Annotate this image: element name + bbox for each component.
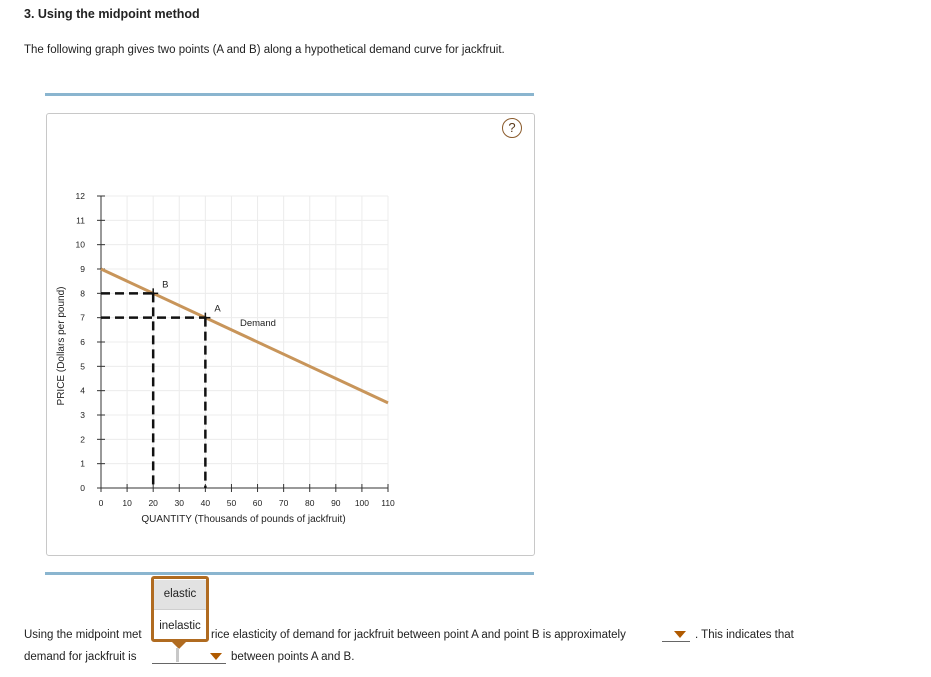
- popup-pointer: [172, 642, 186, 649]
- y-tick-label: 12: [75, 191, 85, 201]
- option-elastic[interactable]: elastic: [154, 580, 206, 610]
- x-tick-label: 60: [252, 498, 263, 508]
- chevron-down-icon: [674, 631, 686, 638]
- x-tick-label: 80: [304, 498, 315, 508]
- y-tick-label: 10: [75, 239, 85, 250]
- y-tick-label: 8: [80, 288, 85, 299]
- bottom-divider: [45, 572, 534, 575]
- demand-label: Demand: [240, 318, 276, 329]
- popup-stem: [176, 648, 179, 662]
- sentence-part-1a: Using the midpoint met: [24, 629, 142, 641]
- x-tick-label: 90: [331, 498, 341, 508]
- x-tick-label: 50: [226, 498, 237, 508]
- x-tick-label: 40: [200, 498, 211, 508]
- y-tick-label: 7: [80, 312, 85, 323]
- y-tick-label: 5: [80, 361, 85, 372]
- chart-series: [101, 269, 388, 403]
- option-inelastic[interactable]: inelastic: [159, 620, 201, 632]
- sentence-part-2b: between points A and B.: [231, 651, 355, 663]
- point-label-a: A: [214, 303, 221, 315]
- point-label-b: B: [162, 279, 169, 291]
- chart-axes: [76, 191, 396, 508]
- y-tick-label: 6: [80, 337, 85, 347]
- x-tick-label: 110: [381, 498, 395, 508]
- y-tick-label: 3: [80, 410, 85, 420]
- help-button[interactable]: ?: [502, 118, 522, 138]
- x-tick-label: 100: [354, 498, 370, 508]
- chart-grid: [101, 196, 388, 488]
- chevron-down-icon: [210, 653, 222, 660]
- demand-curve: [101, 269, 388, 403]
- y-tick-label: 4: [80, 385, 85, 396]
- question-heading: 3. Using the midpoint method: [24, 7, 200, 21]
- x-tick-label: 70: [278, 498, 289, 508]
- y-axis-title: PRICE (Dollars per pound): [56, 286, 67, 406]
- x-tick-label: 10: [122, 498, 132, 508]
- y-tick-label: 0: [80, 483, 85, 493]
- elasticity-type-select[interactable]: [152, 650, 226, 664]
- sentence-part-1b: rice elasticity of demand for jackfruit between point A and point B is approximately: [211, 629, 626, 641]
- sentence-part-1c: . This indicates that: [695, 629, 794, 641]
- x-tick-label: 20: [148, 498, 158, 508]
- y-tick-label: 1: [80, 458, 85, 469]
- elasticity-value-select[interactable]: [662, 628, 690, 642]
- dropdown-popup: [151, 576, 209, 642]
- y-tick-label: 9: [80, 264, 85, 274]
- x-tick-label: 30: [174, 498, 185, 508]
- y-tick-label: 11: [76, 215, 85, 226]
- x-axis-title: QUANTITY (Thousands of pounds of jackfruit): [141, 514, 346, 525]
- x-tick-label: 0: [98, 498, 104, 508]
- question-intro: The following graph gives two points (A and B) along a hypothetical demand curve for jackfruit.: [24, 44, 505, 56]
- chart-points: [148, 279, 221, 322]
- sentence-part-2a: demand for jackfruit is: [24, 651, 137, 663]
- y-tick-label: 2: [80, 434, 85, 445]
